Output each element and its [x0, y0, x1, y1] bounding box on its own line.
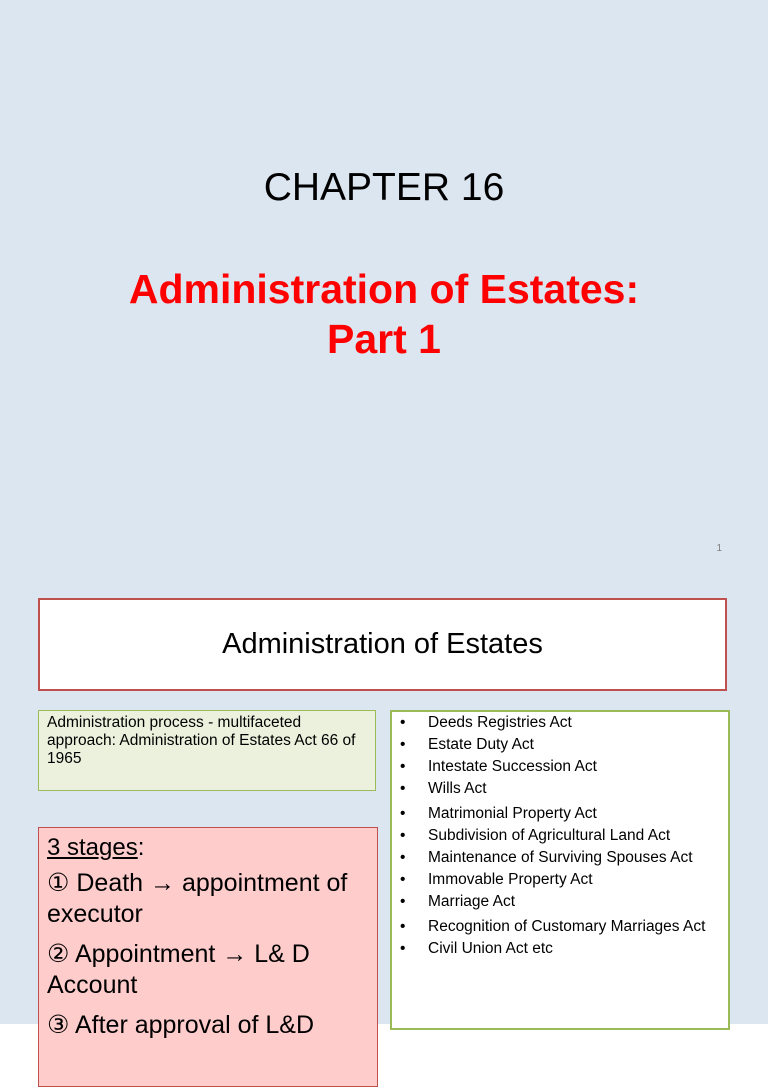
intro-text: Administration process - multifaceted approach: Administration of Estates Act 66 of 1965: [47, 714, 356, 767]
bullet-icon: •: [400, 918, 406, 935]
list-item: [398, 918, 722, 936]
slide-title-line-1: Administration of Estates:: [128, 266, 640, 312]
act-label: Immovable Property Act: [428, 871, 593, 888]
chapter-label: CHAPTER 16: [263, 166, 505, 209]
bullet-icon: •: [400, 758, 406, 775]
act-label: Deeds Registries Act: [428, 714, 572, 731]
bullet-icon: •: [400, 780, 406, 797]
slide-title: [0, 264, 768, 364]
list-item: [398, 714, 722, 732]
stages-title: [47, 832, 369, 864]
bullet-icon: •: [400, 805, 406, 822]
stages-title-text: 3 stages: [47, 834, 138, 861]
bullet-icon: •: [400, 736, 406, 753]
act-label: Estate Duty Act: [428, 736, 534, 753]
list-item: [398, 871, 722, 889]
stages-box: [38, 827, 378, 1087]
bullet-icon: •: [400, 871, 406, 888]
act-label: Wills Act: [428, 780, 487, 797]
slide-heading: Administration of Estates: [222, 628, 543, 660]
list-item: [398, 736, 722, 754]
stage-item: ② Appointment → L& D Account: [47, 940, 310, 999]
list-item: [398, 849, 722, 867]
bullet-icon: •: [400, 940, 406, 957]
intro-box: [38, 710, 376, 791]
act-label: Maintenance of Surviving Spouses Act: [428, 849, 693, 866]
bullet-icon: •: [400, 714, 406, 731]
list-item: [398, 780, 722, 798]
list-item: [398, 805, 722, 823]
content-slide: [0, 576, 768, 1039]
act-label: Recognition of Customary Marriages Act: [428, 918, 706, 935]
stage-item: ① Death → appointment of executor: [47, 869, 348, 928]
stage-item: ③ After approval of L&D: [47, 1011, 314, 1039]
stages-title-colon: :: [137, 834, 145, 861]
act-label: Marriage Act: [428, 893, 516, 910]
act-label: Matrimonial Property Act: [428, 805, 597, 822]
bullet-icon: •: [400, 849, 406, 866]
acts-list: [398, 714, 722, 958]
list-item: [398, 827, 722, 845]
bullet-icon: •: [400, 827, 406, 844]
list-item: [398, 758, 722, 776]
slide-title-line-2: Part 1: [327, 316, 441, 362]
acts-list-box: [390, 710, 730, 1030]
act-label: Subdivision of Agricultural Land Act: [428, 827, 671, 844]
heading-box: [38, 598, 727, 691]
list-item: [398, 893, 722, 911]
act-label: Intestate Succession Act: [428, 758, 597, 775]
act-label: Civil Union Act etc: [428, 940, 553, 957]
page-number: 1: [716, 543, 722, 554]
bullet-icon: •: [400, 893, 406, 910]
list-item: [398, 940, 722, 958]
